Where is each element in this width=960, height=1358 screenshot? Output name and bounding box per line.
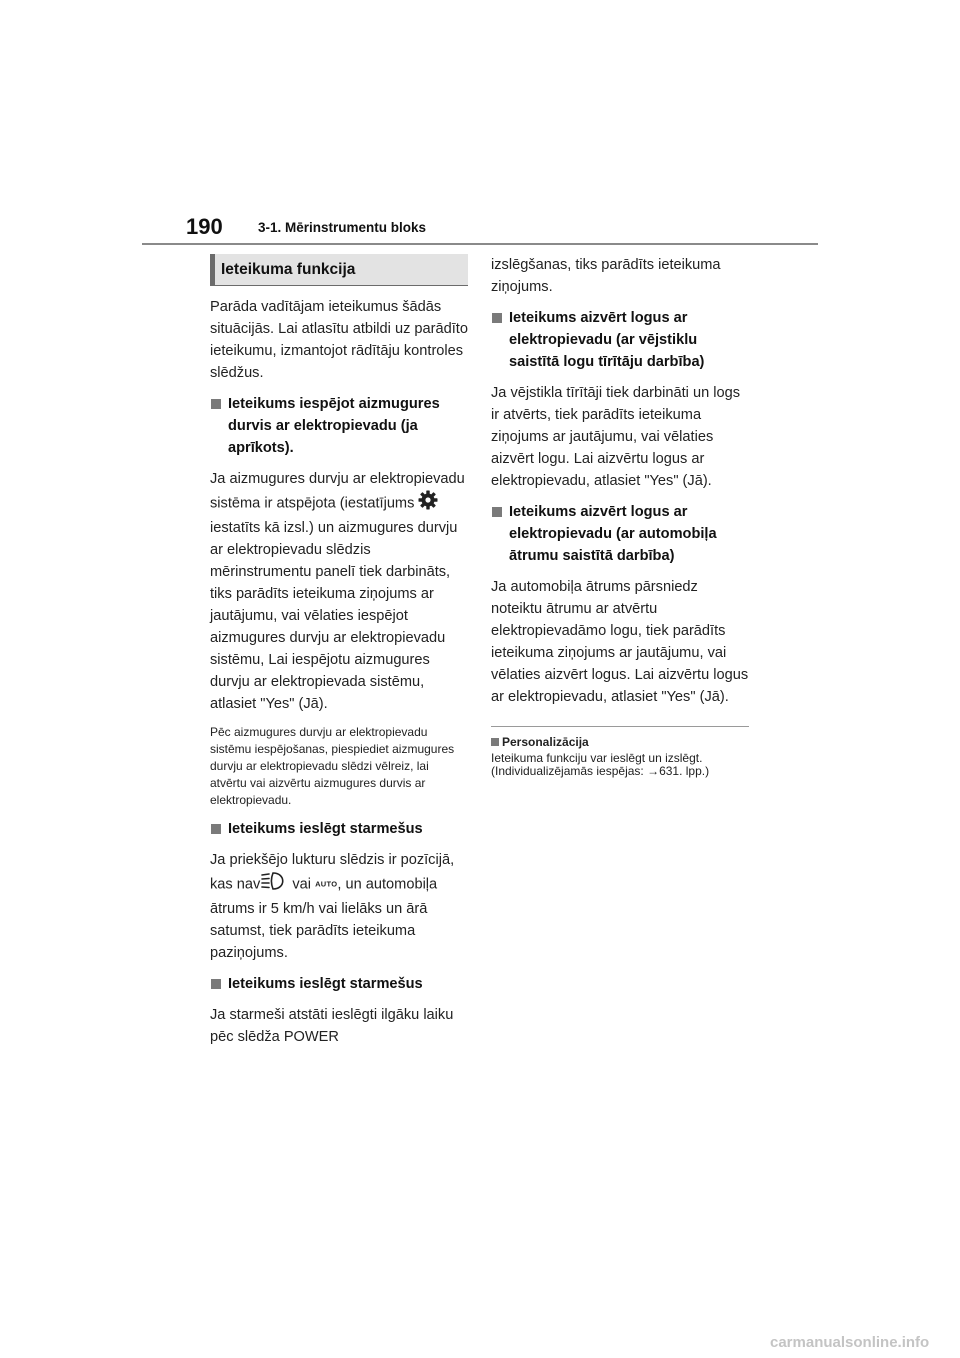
bullet-square-icon	[211, 399, 221, 409]
section-heading	[210, 254, 468, 286]
page-number: 190	[186, 214, 223, 239]
item-text-part: vai	[288, 876, 316, 893]
section-intro: Parāda vadītājam ieteikumus šādās situācijās. Lai atlasītu atbildi uz parādīto ieteikumu, izmantojot rādītāju kontroles slēdžus.	[210, 299, 468, 381]
bullet-square-icon	[211, 824, 221, 834]
gear-icon	[418, 490, 438, 517]
item-heading-text: Ieteikums aizvērt logus ar elektropievadu (ar automobiļa ātrumu saistītā darbība)	[509, 504, 717, 564]
bullet-square-icon	[211, 979, 221, 989]
item-heading-headlights-on	[210, 973, 468, 995]
item-heading-text: Ieteikums iespējot aizmugures durvis ar elektropievadu (ja aprīkots).	[228, 396, 440, 456]
note-heading-text: Personalizācija	[502, 735, 589, 749]
auto-light-icon: AUTO	[315, 879, 338, 889]
item-text-headlights-on: Ja starmeši atstāti ieslēgti ilgāku laiku pēc slēdža POWER	[210, 1007, 454, 1045]
watermark: carmanualsonline.info	[770, 1334, 930, 1351]
item-text-headlights	[210, 849, 468, 964]
note-divider	[491, 726, 749, 727]
chapter-title: 3-1. Mērinstrumentu bloks	[258, 220, 427, 235]
item-heading-text: Ieteikums ieslēgt starmešus	[228, 821, 423, 837]
item-text-part: iestatīts kā izsl.) un aizmugures durvju ar elektropievadu slēdzis mērinstrumentu panelī tiek darbināts, tiks parādīts ieteikuma ziņojums ar jautājumu, vai vēlaties iespējot aizmugures durvju ar elektropievadu sistēmu, Lai iespējotu aizmugures durvju ar elektropievada sistēmu, atlasiet "Yes" (Jā).	[210, 520, 458, 712]
item-text-power-backdoor	[210, 468, 468, 715]
item-text-part: Ja aizmugures durvju ar elektropievadu sistēma ir atspējota (iestatījums	[210, 471, 465, 512]
left-column	[210, 254, 468, 1057]
bullet-square-icon	[492, 313, 502, 323]
item-text-windows-wiper: Ja vējstikla tīrītāji tiek darbināti un logs ir atvērts, tiek parādīts ieteikuma ziņojums ar jautājumu, vai vēlaties aizvērt logu. Lai aizvērtu logus ar elektropievadu, atlasiet "Yes" (Jā).	[491, 385, 741, 489]
item-text-windows-speed: Ja automobiļa ātrums pārsniedz noteiktu ātrumu ar atvērtu elektropievadāmo logu, tiek parādīts ieteikuma ziņojums ar jautājumu, vai vēlaties aizvērt logus. Lai aizvērtu logus ar elektropievadu, atlasiet "Yes" (Jā).	[491, 579, 749, 705]
item-heading-headlights	[210, 818, 468, 840]
header-divider	[142, 243, 818, 245]
note-text: Ieteikuma funkciju var ieslēgt un izslēgt. (Individualizējamās iespējas: →631. lpp.)	[491, 751, 710, 778]
item-text-part: , un automobiļa ātrums ir 5 km/h vai lielāks un ārā satumst, tiek parādīts ieteikuma paziņojums.	[210, 876, 438, 961]
item-note-power-backdoor: Pēc aizmugures durvju ar elektropievadu sistēmu iespējošanas, piespiediet aizmugures durvju ar elektropievadu slēdzi vēlreiz, lai atvērtu vai aizvērtu aizmugures durvis ar elektropievadu.	[210, 725, 455, 807]
item-text-headlights-on-continued	[491, 254, 749, 298]
section-title: Ieteikuma funkcija	[221, 261, 356, 278]
bullet-square-icon	[491, 738, 499, 746]
item-text-part: Ja priekšējo lukturu slēdzis ir pozīcijā, kas nav	[210, 852, 455, 893]
item-heading-text: Ieteikums ieslēgt starmešus	[228, 976, 423, 992]
continued-text: izslēgšanas, tiks parādīts ieteikuma ziņojums.	[491, 257, 721, 295]
bullet-square-icon	[492, 507, 502, 517]
item-heading-windows-speed	[491, 501, 749, 567]
item-heading-text: Ieteikums aizvērt logus ar elektropievadu (ar vējstiklu saistītā logu tīrītāju darbība)	[509, 310, 705, 370]
right-column	[491, 254, 749, 778]
item-heading-windows-wiper	[491, 307, 749, 373]
note-heading	[491, 734, 749, 750]
item-heading-power-backdoor	[210, 393, 468, 459]
headlight-icon	[260, 871, 288, 898]
